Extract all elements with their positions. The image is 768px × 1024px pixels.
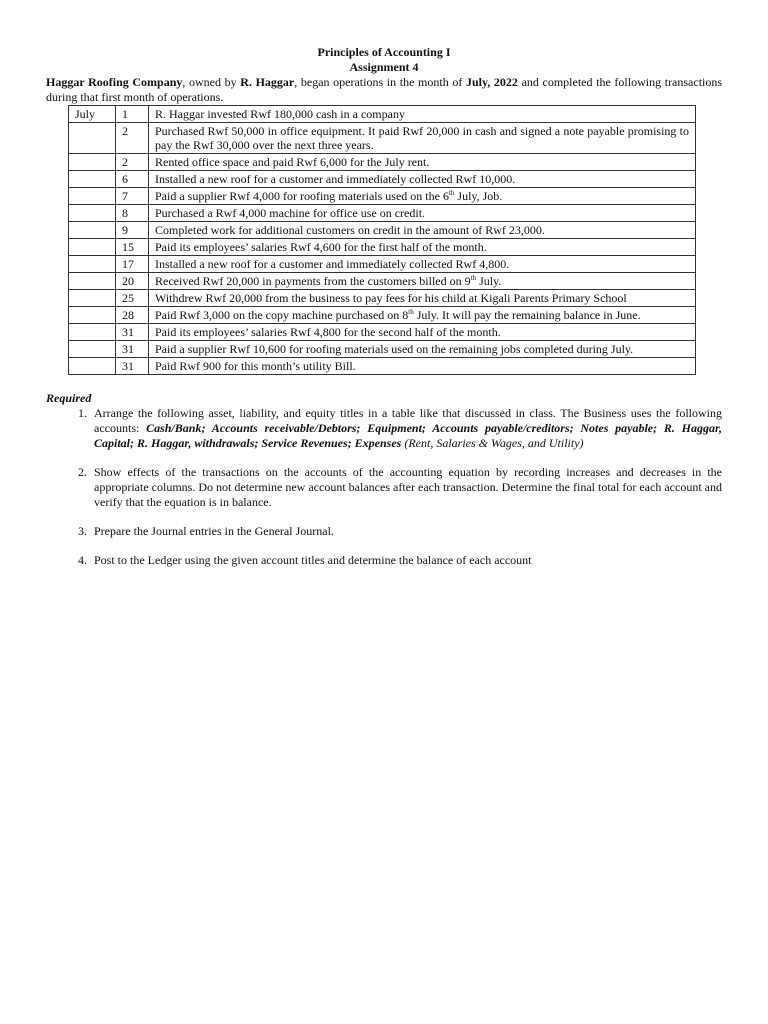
page-subtitle: Assignment 4 [349, 60, 419, 74]
description-cell [149, 307, 696, 324]
requirements-list [46, 406, 722, 568]
transactions-body [69, 106, 696, 375]
assignment-page [46, 45, 722, 582]
account-titles: Cash/Bank; Accounts receivable/Debtors; Equipment; Accounts payable/creditors; Notes payable; R. Haggar, Capital; R. Haggar, withdrawals; Service Revenues; Expenses [94, 421, 722, 450]
description-cell: Installed a new roof for a customer and immediately collected Rwf 10,000. [149, 171, 696, 188]
table-row [69, 273, 696, 290]
requirement-item [90, 406, 722, 451]
table-row [69, 239, 696, 256]
month-cell [69, 154, 116, 171]
month-cell [69, 358, 116, 375]
ordinal-suffix: th [408, 308, 414, 316]
day-cell: 31 [116, 341, 149, 358]
description-cell: Purchased Rwf 50,000 in office equipment. It paid Rwf 20,000 in cash and signed a note payable promising to pay the Rwf 30,000 over the next three years. [149, 123, 696, 154]
description-cell: Paid its employees’ salaries Rwf 4,800 for the second half of the month. [149, 324, 696, 341]
table-row [69, 341, 696, 358]
description-text: July, Job. [454, 189, 503, 203]
month-cell [69, 307, 116, 324]
day-cell: 1 [116, 106, 149, 123]
company-name: Haggar Roofing Company [46, 75, 183, 89]
table-row [69, 154, 696, 171]
month-cell [69, 324, 116, 341]
description-text: July. [476, 274, 502, 288]
description-cell: Paid Rwf 900 for this month’s utility Bill. [149, 358, 696, 375]
intro-text-3: and completed the following transactions during that first month of operations. [46, 75, 723, 104]
day-cell: 20 [116, 273, 149, 290]
day-cell: 28 [116, 307, 149, 324]
requirement-1-text: Arrange the following asset, liability, and equity titles in a table like that discussed in class. The Business uses the following accounts: [94, 406, 722, 435]
month-cell: July [69, 106, 116, 123]
day-cell: 2 [116, 123, 149, 154]
description-cell: Completed work for additional customers on credit in the amount of Rwf 23,000. [149, 222, 696, 239]
day-cell: 31 [116, 324, 149, 341]
day-cell: 6 [116, 171, 149, 188]
owner-name: R. Haggar [240, 75, 295, 89]
month-cell [69, 171, 116, 188]
description-text: July. It will pay the remaining balance in June. [413, 308, 641, 322]
required-heading: Required [46, 391, 92, 405]
month-cell [69, 290, 116, 307]
table-row [69, 222, 696, 239]
intro-text-1: , owned by [182, 75, 241, 89]
description-cell: Installed a new roof for a customer and immediately collected Rwf 4,800. [149, 256, 696, 273]
expense-types: (Rent, Salaries & Wages, and Utility) [401, 436, 584, 450]
intro-paragraph [46, 75, 722, 105]
day-cell: 25 [116, 290, 149, 307]
day-cell: 17 [116, 256, 149, 273]
description-cell: Withdrew Rwf 20,000 from the business to pay fees for his child at Kigali Parents Primary School [149, 290, 696, 307]
day-cell: 31 [116, 358, 149, 375]
table-row [69, 106, 696, 123]
start-month: July, 2022 [465, 75, 518, 89]
description-cell [149, 273, 696, 290]
day-cell: 9 [116, 222, 149, 239]
description-cell: Paid a supplier Rwf 10,600 for roofing materials used on the remaining jobs completed during July. [149, 341, 696, 358]
table-row [69, 171, 696, 188]
description-text: Paid Rwf 3,000 on the copy machine purchased on 8 [155, 308, 409, 322]
month-cell [69, 123, 116, 154]
description-cell: Paid its employees’ salaries Rwf 4,600 for the first half of the month. [149, 239, 696, 256]
description-text: Paid a supplier Rwf 4,000 for roofing materials used on the 6 [155, 189, 449, 203]
transactions-table [68, 105, 696, 375]
month-cell [69, 273, 116, 290]
month-cell [69, 222, 116, 239]
table-row [69, 256, 696, 273]
month-cell [69, 239, 116, 256]
day-cell: 7 [116, 188, 149, 205]
month-cell [69, 256, 116, 273]
intro-text-2: , began operations in the month of [294, 75, 466, 89]
requirement-item: 4. Post to the Ledger using the given account titles and determine the balance of each account [90, 553, 722, 568]
page-title: Principles of Accounting I [317, 45, 451, 59]
table-row [69, 307, 696, 324]
description-cell: Rented office space and paid Rwf 6,000 for the July rent. [149, 154, 696, 171]
requirement-item: 2. Show effects of the transactions on the accounts of the accounting equation by recording increases and decreases in the appropriate columns. Do not determine new account balances after each transaction. Determine the final total for each account and verify that the equation is in balance. [90, 465, 722, 510]
table-row [69, 290, 696, 307]
ordinal-suffix: th [448, 189, 455, 197]
table-row [69, 205, 696, 222]
description-text: Received Rwf 20,000 in payments from the customers billed on 9 [155, 274, 471, 288]
month-cell [69, 188, 116, 205]
day-cell: 2 [116, 154, 149, 171]
requirement-item: 3. Prepare the Journal entries in the General Journal. [90, 524, 722, 539]
day-cell: 15 [116, 239, 149, 256]
table-row [69, 188, 696, 205]
month-cell [69, 341, 116, 358]
table-row [69, 123, 696, 154]
month-cell [69, 205, 116, 222]
table-row [69, 358, 696, 375]
day-cell: 8 [116, 205, 149, 222]
description-cell: R. Haggar invested Rwf 180,000 cash in a company [149, 106, 696, 123]
table-row [69, 324, 696, 341]
description-cell: Purchased a Rwf 4,000 machine for office use on credit. [149, 205, 696, 222]
ordinal-suffix: th [470, 274, 477, 282]
description-cell [149, 188, 696, 205]
